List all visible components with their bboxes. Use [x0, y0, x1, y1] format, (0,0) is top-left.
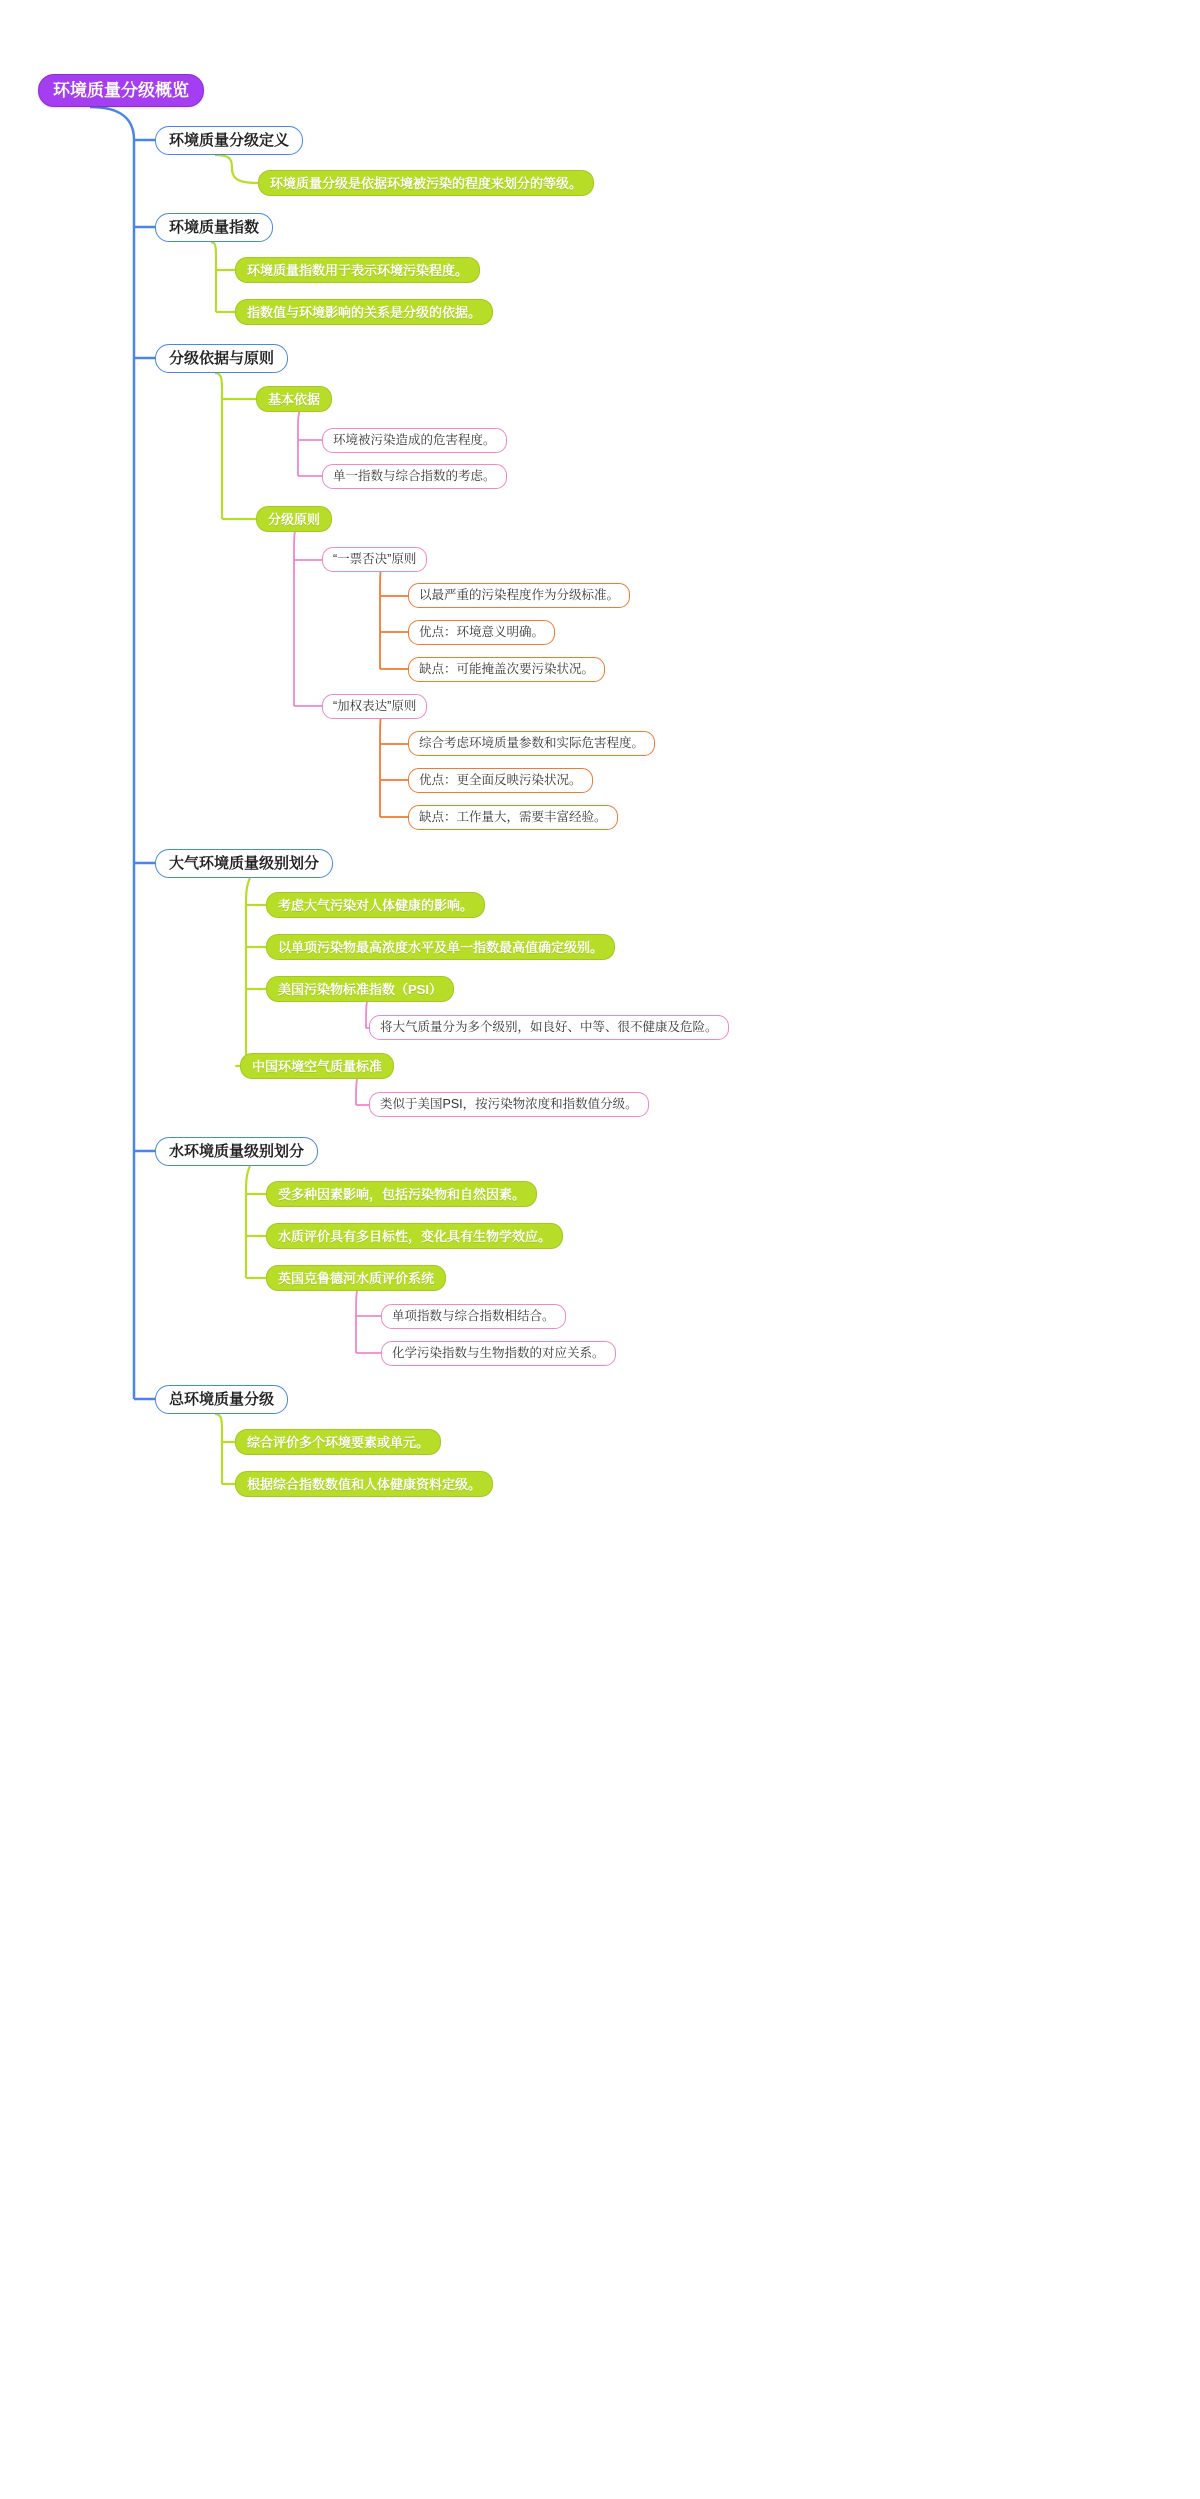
leaf-node-definition-detail[interactable]: 环境质量分级是依据环境被污染的程度来划分的等级。	[258, 170, 594, 196]
subbranch-node-grading-principles[interactable]: 分级原则	[256, 506, 332, 532]
leaf-node-clyde-chemical-biological[interactable]: 化学污染指数与生物指数的对应关系。	[381, 1341, 616, 1366]
leaf-node-air-health-impact[interactable]: 考虑大气污染对人体健康的影响。	[266, 892, 485, 918]
leaf-node-weighted-advantage[interactable]: 优点：更全面反映污染状况。	[408, 768, 593, 793]
branch-node-definition[interactable]: 环境质量分级定义	[155, 126, 303, 155]
leaf-node-veto-disadvantage[interactable]: 缺点：可能掩盖次要污染状况。	[408, 657, 605, 682]
subbranch-node-weighted-principle[interactable]: “加权表达”原则	[322, 694, 427, 719]
branch-node-quality-index[interactable]: 环境质量指数	[155, 213, 273, 242]
leaf-node-psi-categories[interactable]: 将大气质量分为多个级别，如良好、中等、很不健康及危险。	[369, 1015, 729, 1040]
leaf-node-water-multi-objective[interactable]: 水质评价具有多目标性，变化具有生物学效应。	[266, 1223, 563, 1249]
leaf-node-water-factors[interactable]: 受多种因素影响，包括污染物和自然因素。	[266, 1181, 537, 1207]
leaf-node-weighted-standard[interactable]: 综合考虑环境质量参数和实际危害程度。	[408, 731, 655, 756]
branch-node-basis-and-principles[interactable]: 分级依据与原则	[155, 344, 288, 373]
branch-node-air-quality-levels[interactable]: 大气环境质量级别划分	[155, 849, 333, 878]
branch-node-overall-grading[interactable]: 总环境质量分级	[155, 1385, 288, 1414]
leaf-node-overall-multi-element[interactable]: 综合评价多个环境要素或单元。	[235, 1429, 441, 1455]
subbranch-node-basic-basis[interactable]: 基本依据	[256, 386, 332, 412]
branch-node-water-quality-levels[interactable]: 水环境质量级别划分	[155, 1137, 318, 1166]
leaf-node-china-air-standard-detail[interactable]: 类似于美国PSI，按污染物浓度和指数值分级。	[369, 1092, 649, 1117]
subbranch-node-china-air-standard[interactable]: 中国环境空气质量标准	[240, 1053, 394, 1079]
leaf-node-weighted-disadvantage[interactable]: 缺点：工作量大，需要丰富经验。	[408, 805, 618, 830]
subbranch-node-clyde-system[interactable]: 英国克鲁德河水质评价系统	[266, 1265, 446, 1291]
leaf-node-single-vs-composite[interactable]: 单一指数与综合指数的考虑。	[322, 464, 507, 489]
leaf-node-clyde-index-combination[interactable]: 单项指数与综合指数相结合。	[381, 1304, 566, 1329]
leaf-node-overall-health-data[interactable]: 根据综合指数数值和人体健康资料定级。	[235, 1471, 493, 1497]
leaf-node-veto-standard[interactable]: 以最严重的污染程度作为分级标准。	[408, 583, 630, 608]
leaf-node-harm-degree[interactable]: 环境被污染造成的危害程度。	[322, 428, 507, 453]
root-node[interactable]: 环境质量分级概览	[38, 74, 204, 107]
leaf-node-index-usage[interactable]: 环境质量指数用于表示环境污染程度。	[235, 257, 480, 283]
leaf-node-air-max-concentration[interactable]: 以单项污染物最高浓度水平及单一指数最高值确定级别。	[266, 934, 615, 960]
leaf-node-index-basis[interactable]: 指数值与环境影响的关系是分级的依据。	[235, 299, 493, 325]
leaf-node-veto-advantage[interactable]: 优点：环境意义明确。	[408, 620, 555, 645]
subbranch-node-veto-principle[interactable]: “一票否决”原则	[322, 547, 427, 572]
subbranch-node-psi[interactable]: 美国污染物标准指数（PSI）	[266, 976, 454, 1002]
